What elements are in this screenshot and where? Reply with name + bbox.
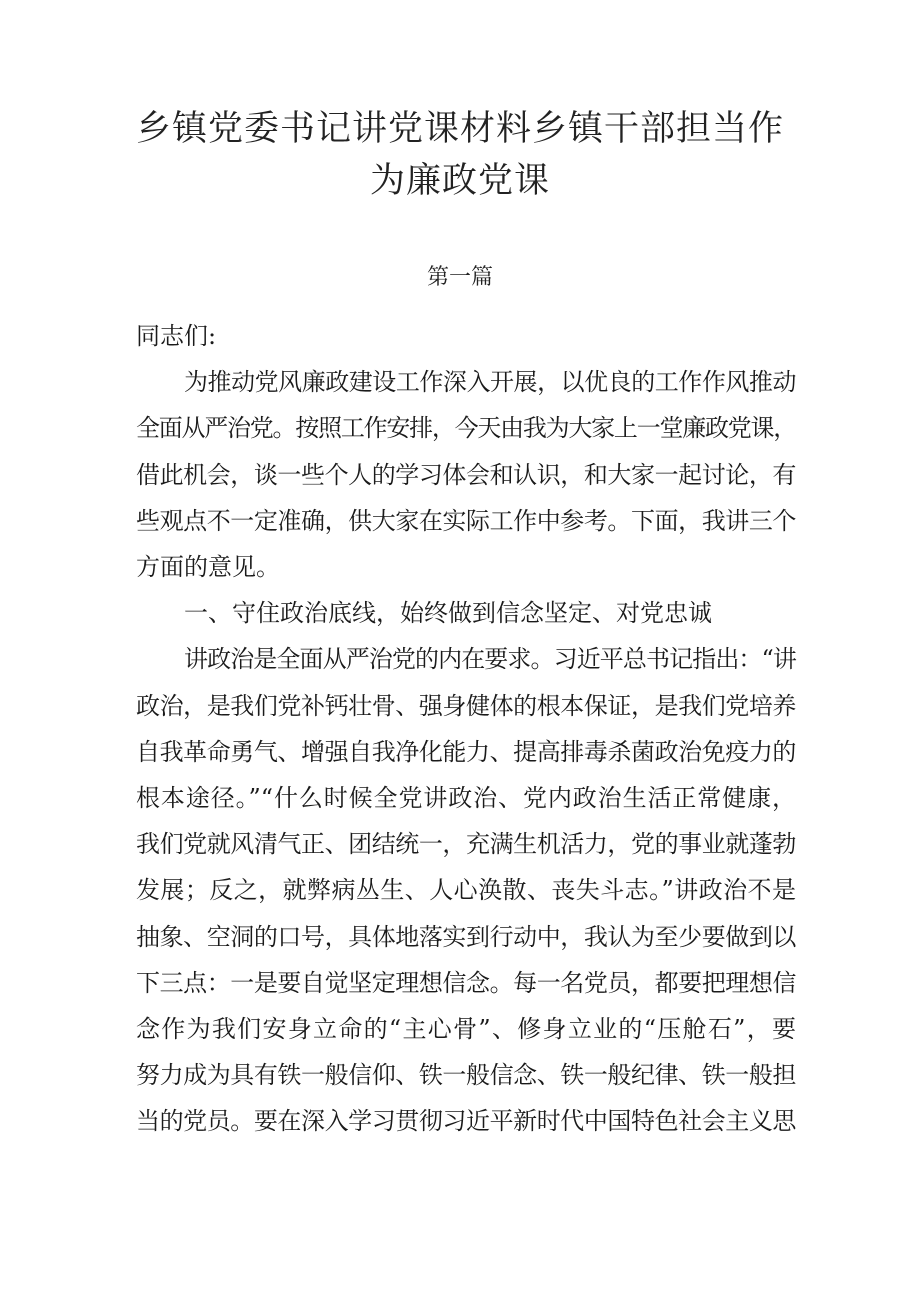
- section-label: 第一篇: [426, 265, 493, 290]
- paragraph-2-line: 念作为我们安身立命的“主心骨”、修身立业的“压舱石”，要: [136, 1015, 796, 1044]
- paragraph-2-line: 努力成为具有铁一般信仰、铁一般信念、铁一般纪律、铁一般担: [136, 1061, 796, 1090]
- paragraph-2-line: 下三点：一是要自觉坚定理想信念。每一名党员，都要把理想信: [136, 968, 796, 997]
- paragraph-2-line: 政治，是我们党补钙壮骨、强身健体的根本保证，是我们党培养: [136, 691, 796, 720]
- paragraph-1-line: 方面的意见。: [136, 553, 280, 582]
- paragraph-2-line: 讲政治是全面从严治党的内在要求。习近平总书记指出：“讲: [184, 645, 796, 674]
- paragraph-2: [136, 636, 796, 1144]
- document-title: [100, 103, 820, 207]
- salutation: 同志们:: [136, 322, 217, 350]
- heading-1-text: 一、守住政治底线，始终做到信念坚定、对党忠诚: [184, 599, 712, 628]
- document-body: [136, 313, 796, 1145]
- paragraph-2-line: 自我革命勇气、增强自我净化能力、提高排毒杀菌政治免疫力的: [136, 737, 796, 766]
- paragraph-1-line: 全面从严治党。按照工作安排，今天由我为大家上一堂廉政党课，: [136, 414, 796, 443]
- paragraph-1-line: 借此机会，谈一些个人的学习体会和认识，和大家一起讨论，有: [136, 460, 796, 489]
- paragraph-2-line: 当的党员。要在深入学习贯彻习近平新时代中国特色社会主义思: [136, 1107, 796, 1136]
- paragraph-1-line: 些观点不一定准确，供大家在实际工作中参考。下面，我讲三个: [136, 506, 796, 535]
- paragraph-2-line: 抽象、空洞的口号，具体地落实到行动中，我认为至少要做到以: [136, 922, 796, 951]
- paragraph-2-line: 根本途径。”“什么时候全党讲政治、党内政治生活正常健康，: [136, 784, 796, 813]
- paragraph-1-line: 为推动党风廉政建设工作深入开展，以优良的工作作风推动: [184, 368, 796, 397]
- paragraph-2-line: 我们党就风清气正、团结统一，充满生机活力，党的事业就蓬勃: [136, 830, 796, 859]
- paragraph-1: [136, 359, 796, 590]
- title-line-1: 乡镇党委书记讲党课材料乡镇干部担当作: [135, 109, 784, 149]
- title-line-2: 为廉政党课: [369, 161, 550, 201]
- paragraph-2-line: 发展；反之，就弊病丛生、人心涣散、丧失斗志。”讲政治不是: [136, 876, 796, 905]
- heading-1: [136, 590, 796, 636]
